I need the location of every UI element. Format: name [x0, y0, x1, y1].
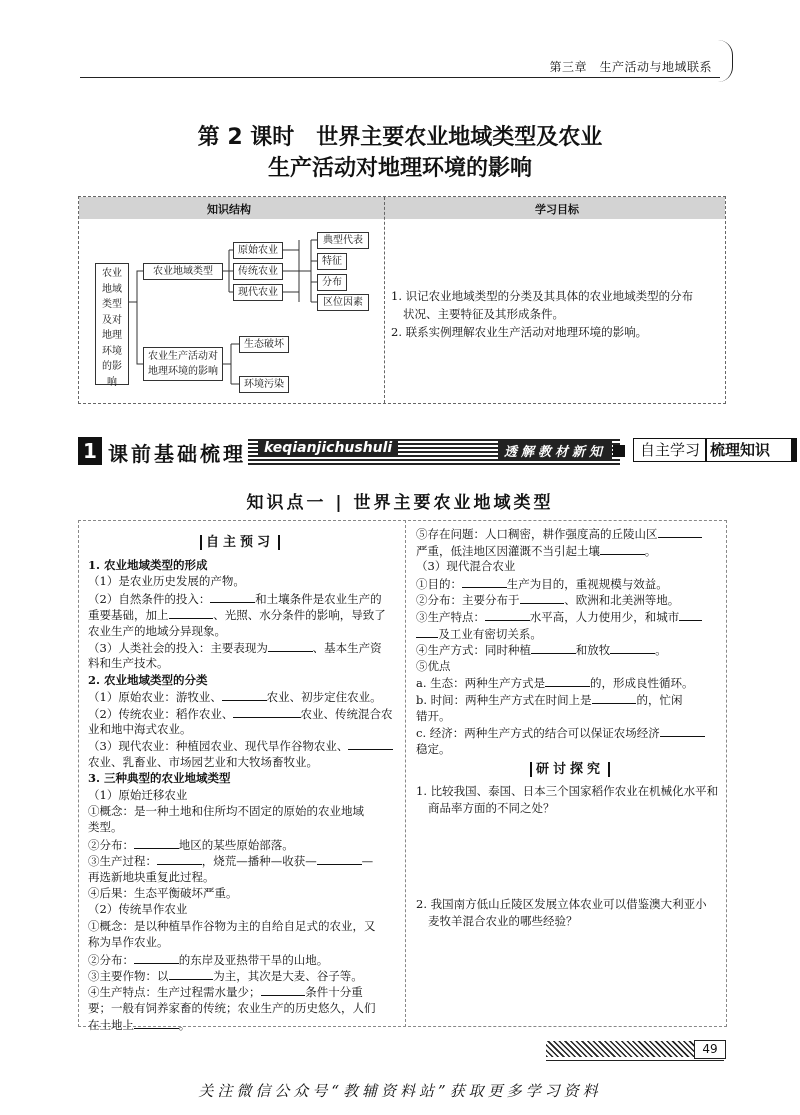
left-column-line: 在土地上 。	[88, 1018, 191, 1033]
concept-type-modern: 现代农业	[233, 284, 283, 301]
lesson-title-line2: 生产活动对地理环境的影响	[267, 156, 532, 181]
fill-blank[interactable]	[169, 967, 214, 980]
left-column-line: （2）传统旱作农业	[88, 902, 188, 917]
fill-blank[interactable]	[268, 639, 313, 652]
concept-impact-ecological: 生态破坏	[239, 336, 289, 353]
left-column-line: ④后果：生态平衡破坏严重。	[88, 886, 238, 900]
fill-blank[interactable]	[485, 608, 530, 621]
fill-blank[interactable]	[462, 575, 507, 588]
fill-blank[interactable]	[610, 641, 655, 654]
right-column-line: 稳定。	[416, 741, 451, 756]
header-bracket-decoration	[718, 40, 733, 82]
learning-goal-2: 2. 联系实例理解农业生产活动对地理环境的影响。	[391, 325, 648, 339]
lesson-title-line1: 第 2 课时 世界主要农业地域类型及农业	[197, 125, 603, 150]
right-column-line: ⑤优点	[416, 658, 451, 673]
fill-blank[interactable]	[658, 525, 703, 538]
left-column-line: 类型。	[88, 820, 123, 835]
knowledge-table	[78, 196, 726, 404]
fill-blank[interactable]	[169, 606, 214, 619]
left-column-line: （2）自然条件的投入： 和土壤条件是农业生产的	[88, 591, 382, 606]
fill-blank[interactable]	[531, 641, 576, 654]
right-column-line: b. 时间：两种生产方式在时间上是 的，忙闲	[416, 693, 683, 707]
section-tag-self-study: 自主学习	[633, 438, 707, 462]
left-column-line: 1. 农业地域类型的形成	[88, 558, 208, 572]
section-slogan: 透解教材新知	[498, 441, 612, 460]
left-column-line: （3）人类社会的投入：主要表现为 、基本生产资	[88, 641, 382, 655]
right-column-line: ①目的： 生产为目的，重视规模与效益。	[416, 576, 668, 591]
learning-goal-1b: 状况、主要特征及其形成条件。	[403, 307, 564, 321]
right-column-line: c. 经济：两种生产方式的结合可以保证农场经济	[416, 724, 705, 742]
learning-goal-1a: 1. 识记农业地域类型的分类及其具体的农业地域类型的分布	[391, 289, 694, 303]
section-tag-review: 梳理知识	[705, 438, 797, 462]
knowledge-structure-heading: 知识结构	[207, 203, 251, 216]
section-number: 1	[78, 437, 102, 465]
right-column-line: ⑤存在问题：人口稠密，耕作强度高的丘陵山区	[416, 525, 702, 543]
header-rule	[80, 77, 720, 78]
left-column-line: 3. 三种典型的农业地域类型	[88, 771, 231, 786]
section-square-icon	[613, 445, 625, 457]
chapter-header: 第三章 生产活动与地域联系	[549, 60, 712, 74]
fill-blank[interactable]	[134, 1016, 179, 1029]
fill-blank[interactable]	[134, 836, 179, 849]
fill-blank[interactable]	[416, 625, 438, 638]
left-column-line: （1）原始农业：游牧业、 农业、初步定住农业。	[88, 690, 382, 705]
right-column-line: ③生产特点： 水平高，人力使用少，和城市	[416, 608, 702, 626]
question-2-line2: 麦牧羊混合农业的哪些经验？	[428, 914, 578, 928]
table-divider	[384, 197, 385, 403]
fill-blank[interactable]	[545, 674, 590, 687]
left-column-line: 料和生产技术。	[88, 656, 169, 671]
fill-blank[interactable]	[134, 951, 179, 964]
left-column-line: （1）原始迁移农业	[88, 787, 188, 802]
right-column-line: 及工业有密切关系。	[416, 625, 542, 643]
left-column-line: 农业生产的地域分异现象。	[88, 623, 226, 638]
left-column-line: 再选新地块重复此过程。	[88, 869, 215, 884]
concept-type-primitive: 原始农业	[233, 242, 283, 259]
left-column-line: 2. 农业地域类型的分类	[88, 672, 208, 687]
fill-blank[interactable]	[600, 542, 645, 555]
left-column-line: 业和地中海式农业。	[88, 722, 192, 736]
concept-branch-types: 农业地域类型	[143, 263, 223, 280]
concept-branch-impacts: 农业生产活动对地理环境的影响	[143, 347, 223, 381]
section-band	[248, 437, 620, 465]
fill-blank[interactable]	[222, 688, 267, 701]
left-column-line: 要；一般有饲养家畜的传统；农业生产的历史悠久，人们	[88, 1000, 376, 1015]
page-number-stripe	[546, 1041, 694, 1057]
right-column-line: 错开。	[416, 708, 451, 723]
left-column-line: （2）传统农业：稻作农业、 农业、传统混合农	[88, 706, 393, 721]
concept-root-box: 农业地域类型及对地理环境的影响	[95, 263, 129, 385]
fill-blank[interactable]	[233, 705, 300, 718]
question-2-line1: 2. 我国南方低山丘陵区发展立体农业可以借鉴澳大利亚小	[416, 897, 707, 911]
fill-blank[interactable]	[592, 691, 637, 704]
left-column-line: ②分布： 的东岸及亚热带干旱的山地。	[88, 952, 329, 967]
right-column-line: （3）现代混合农业	[416, 559, 516, 574]
right-column-line: 严重，低洼地区因灌溉不当引起土壤 。	[416, 543, 657, 558]
left-column-line: （3）现代农业：种植园农业、现代旱作谷物农业、	[88, 737, 393, 755]
fill-blank[interactable]	[317, 852, 362, 865]
left-column-line: ③生产过程： ，烧荒—播种—收获— —	[88, 854, 374, 869]
left-column-line: （1）是农业历史发展的产物。	[88, 574, 245, 589]
left-column-line: ③主要作物：以 为主，其次是大麦、谷子等。	[88, 969, 363, 983]
left-column-line: ②分布： 地区的某些原始部落。	[88, 837, 294, 852]
left-column-line: 称为旱作农业。	[88, 935, 169, 950]
fill-blank[interactable]	[210, 590, 255, 603]
fill-blank[interactable]	[261, 983, 306, 996]
question-1-line2: 商品率方面的不同之处？	[428, 801, 555, 815]
question-1-line1: 1. 比较我国、泰国、日本三个国家稻作农业在机械化水平和	[416, 784, 719, 798]
left-subhead: 自主预习	[200, 535, 280, 550]
section-pinyin: keqianjichushuli	[258, 440, 398, 456]
left-column-line: 重要基础，加上 、光照、水分条件的影响，导致了	[88, 608, 386, 623]
left-column-line: 农业、乳畜业、市场园艺业和大牧场畜牧业。	[88, 754, 318, 769]
concept-impact-pollution: 环境污染	[239, 376, 289, 393]
fill-blank[interactable]	[660, 724, 705, 737]
section-banner	[78, 437, 771, 466]
learning-goals-heading: 学习目标	[535, 203, 579, 216]
fill-blank[interactable]	[520, 591, 565, 604]
section-title: 课前基础梳理	[108, 442, 246, 466]
concept-aspect-distribution: 分布	[317, 274, 347, 291]
right-column-line: a. 生态：两种生产方式是 的，形成良性循环。	[416, 676, 694, 691]
concept-aspect-representative: 典型代表	[317, 232, 369, 249]
page-number-rule	[546, 1060, 724, 1061]
knowledge-point-title: 知识点一 | 世界主要农业地域类型	[246, 493, 554, 513]
left-column-line: ④生产特点：生产过程需水量少； 条件十分重	[88, 985, 363, 1000]
concept-type-traditional: 传统农业	[233, 263, 283, 280]
fill-blank[interactable]	[679, 608, 701, 621]
page-number: 49	[694, 1040, 726, 1059]
left-column-line: ①概念：是以种植旱作谷物为主的自给自足式的农业，又	[88, 918, 376, 933]
left-column-line: ①概念：是一种土地和住所均不固定的原始的农业地域	[88, 804, 364, 818]
concept-aspect-features: 特征	[317, 253, 347, 270]
footer-note: 关注微信公众号“教辅资料站”获取更多学习资料	[198, 1082, 602, 1100]
fill-blank[interactable]	[348, 737, 393, 750]
concept-aspect-location-factors: 区位因素	[317, 294, 369, 311]
right-column-line: ④生产方式：同时种植 和放牧 。	[416, 643, 667, 658]
right-subhead: 研讨探究	[530, 762, 610, 777]
fill-blank[interactable]	[157, 852, 202, 865]
right-column-line: ②分布：主要分布于 、欧洲和北美洲等地。	[416, 593, 680, 608]
